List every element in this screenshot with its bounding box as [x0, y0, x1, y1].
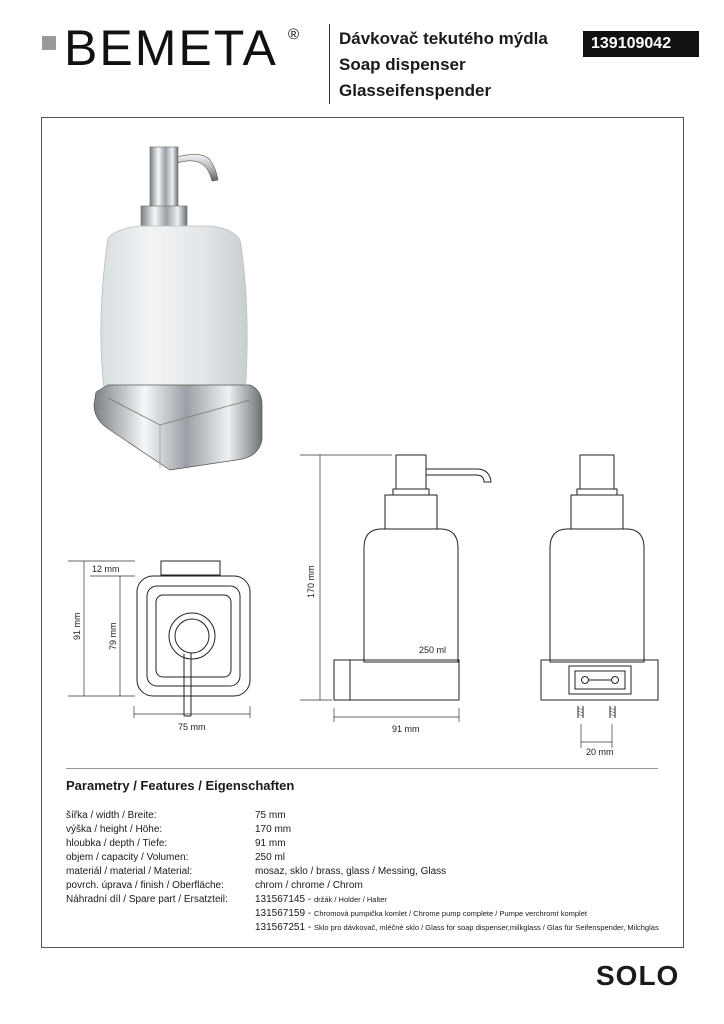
spec-label-finish: povrch. úprava / finish / Oberfläche: — [66, 880, 224, 891]
screws — [578, 708, 615, 716]
spare-part-row — [255, 907, 587, 921]
title-cz: Dávkovač tekutého mýdla — [339, 29, 548, 48]
dim-screw-spacing: 20 mm — [586, 747, 614, 757]
product-photo — [94, 147, 262, 470]
brand-logo: BEMETA — [64, 20, 278, 76]
spec-value-depth: 91 mm — [255, 838, 286, 849]
product-code-badge: 139109042 — [583, 31, 699, 57]
spec-label-spare-part: Náhradní díl / Spare part / Ersatzteil: — [66, 894, 228, 905]
series-name: SOLO — [596, 960, 680, 991]
side-view-drawing — [334, 455, 491, 700]
back-view-dimensions — [581, 724, 612, 748]
back-view-drawing — [541, 455, 658, 718]
spec-label-material: materiál / material / Material: — [66, 866, 193, 877]
title-de: Glasseifenspender — [339, 81, 492, 100]
spec-label-depth: hloubka / depth / Tiefe: — [66, 838, 168, 849]
spare-part-desc: Chromová pumpička komlet / Chrome pump complete / Pumpe verchromt komplet — [313, 909, 587, 918]
dim-side-depth: 91 mm — [392, 724, 420, 734]
registered-mark: ® — [288, 26, 300, 43]
spare-part-desc: držák / Holder / Halter — [313, 895, 387, 904]
spec-label-height: výška / height / Höhe: — [66, 824, 163, 835]
front-view-drawing — [137, 561, 250, 716]
front-view-dimensions — [68, 561, 250, 718]
spare-part-code: 131567145 - — [255, 894, 312, 905]
dim-total-depth-left: 91 mm — [72, 612, 82, 640]
spec-value-material: mosaz, sklo / brass, glass / Messing, Glass — [255, 866, 447, 877]
dim-height: 170 mm — [306, 565, 316, 598]
spec-value-height: 170 mm — [255, 824, 292, 835]
spare-part-code: 131567251 - — [255, 922, 312, 933]
dim-top-offset: 12 mm — [92, 564, 120, 574]
capacity-label: 250 ml — [419, 645, 447, 655]
spare-part-row — [255, 921, 659, 935]
features-separator — [66, 768, 658, 769]
dim-front-width: 75 mm — [178, 722, 206, 732]
features-heading: Parametry / Features / Eigenschaften — [66, 778, 295, 793]
spec-label-capacity: objem / capacity / Volumen: — [66, 852, 189, 863]
spec-value-width: 75 mm — [255, 810, 286, 821]
title-en: Soap dispenser — [339, 55, 466, 74]
spare-part-code: 131567159 - — [255, 908, 312, 919]
spec-value-finish: chrom / chrome / Chrom — [255, 880, 363, 891]
spec-label-width: šířka / width / Breite: — [66, 810, 157, 821]
dim-holder-height: 79 mm — [108, 622, 118, 650]
spare-part-row — [255, 893, 387, 907]
spec-value-capacity: 250 ml — [255, 852, 286, 863]
spare-part-desc: Sklo pro dávkovač, mléčné sklo / Glass for soap dispenser,milkglass / Glas für Seifenspender, Milchglas — [313, 923, 659, 932]
